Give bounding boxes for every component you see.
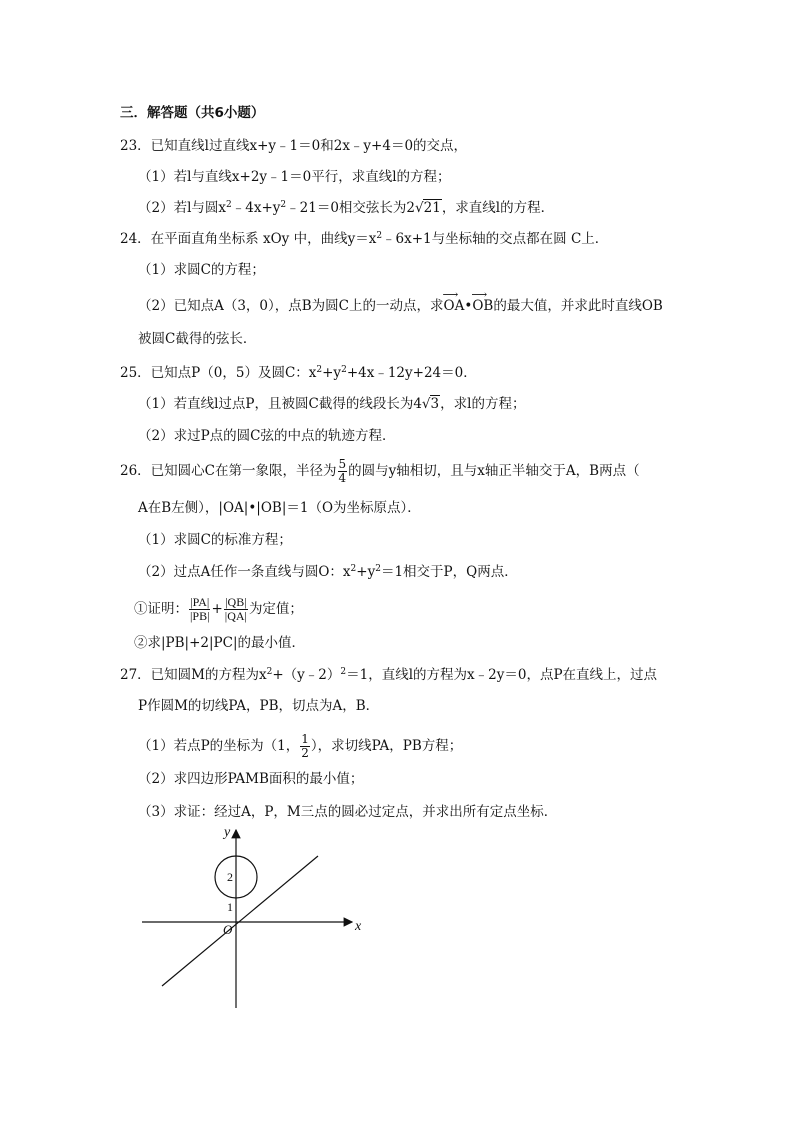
question-27-part-1: （1）若点P的坐标为（1， $\frac{1}{2}$ ），求切线PA，PB方程； — [138, 732, 463, 760]
question-24-stem: 24．在平面直角坐标系 xOy 中，曲线$y=x^2﹣6x+1$与坐标轴的交点都在圆 C上． — [120, 231, 609, 247]
fraction-pa-pb: $\frac{|PA|}{|PB|}$ — [190, 595, 210, 623]
question-27-stem-cont: P作圆M的切线PA，PB，切点为A，B． — [138, 698, 380, 714]
question-27-part-3: （3）求证：经过A，P，M三点的圆必过定点，并求出所有定点坐标． — [138, 804, 558, 820]
question-27-stem: 27．已知圆M的方程为$x^2+(y﹣2)^2=1$，直线l的方程为x﹣2y＝0，点P在直线上，过点 — [120, 667, 658, 683]
question-23-part-2: （2）若l与圆$x^2﹣4x+y^2﹣21=0$相交弦长为2√21，求直线l的方程． — [138, 200, 555, 216]
question-26-claim-2: ②求|PB|+2|PC|的最小值． — [134, 635, 306, 651]
question-27-part-2: （2）求四边形PAMB面积的最小值； — [138, 771, 364, 787]
question-26-stem: 26．已知圆心C在第一象限，半径为 $\frac{5}{4}$ 的圆与y轴相切，且与x轴正半轴交于A，B两点（ — [120, 457, 640, 485]
x-axis-label: x — [355, 919, 362, 934]
question-24-part-2: （2）已知点A（3，0），点B为圆C上的一动点，求⟶ OA•⟶ OB的最大值，并求此时直线OB — [138, 297, 663, 315]
coordinate-figure — [130, 820, 380, 1015]
origin-label: O — [223, 922, 233, 937]
fraction-1-2: $\frac{1}{2}$ — [301, 732, 309, 760]
question-26-stem-cont: A在B左侧），|OA|•|OB|＝1（O为坐标原点）． — [138, 500, 421, 516]
fraction-qb-qa: $\frac{|QB|}{|QA|}$ — [224, 595, 247, 623]
question-26-part-1: （1）求圆C的标准方程； — [138, 532, 292, 548]
line-l — [162, 856, 318, 986]
tick-1-label: 1 — [227, 900, 233, 914]
question-26-claim-1: ①证明： $\frac{|PA|}{|PB|}$ + $\frac{|QB|}{|QA|}$ 为定值； — [134, 595, 303, 623]
question-24-part-1: （1）求圆C的方程； — [138, 262, 265, 278]
question-24-part-2-cont: 被圆C截得的弦长． — [138, 331, 257, 347]
question-25-part-1: （1）若直线l过点P，且被圆C截得的线段长为4√3，求l的方程； — [138, 396, 526, 412]
vector-ob: ⟶ OB — [472, 297, 493, 315]
vector-oa: ⟶ OA — [444, 297, 465, 315]
sqrt-3: 3 — [430, 396, 440, 412]
question-23-stem: 23．已知直线l过直线x+y﹣1＝0和2x﹣y+4＝0的交点， — [120, 138, 468, 154]
section-title: 三．解答题（共6小题） — [120, 105, 265, 121]
tick-2-label: 2 — [227, 870, 233, 884]
sqrt-21: 21 — [423, 200, 441, 216]
question-25-stem: 25．已知点P（0，5）及圆C：$x^2+y^2+4x﹣12y+24=0$． — [120, 365, 477, 381]
question-25-part-2: （2）求过P点的圆C弦的中点的轨迹方程． — [138, 428, 396, 444]
fraction-5-4: $\frac{5}{4}$ — [338, 457, 347, 485]
question-23-part-1: （1）若l与直线x+2y﹣1＝0平行，求直线l的方程； — [138, 169, 451, 185]
y-axis-label: y — [224, 825, 231, 840]
question-26-part-2: （2）过点A任作一条直线与圆O：$x^2+y^2=1$相交于P，Q两点． — [138, 564, 518, 580]
